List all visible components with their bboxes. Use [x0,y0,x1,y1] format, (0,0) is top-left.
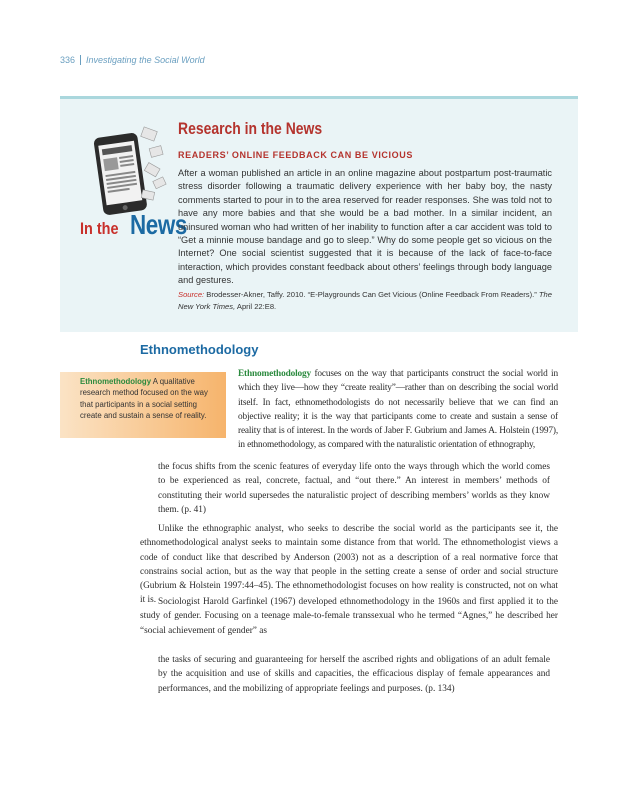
in-the-news-box [60,96,578,332]
logo-news: News [130,209,188,240]
news-body: After a woman published an article in an online magazine about postpartum post-traumatic stress disorder following a traumatic delivery experience with her baby boy, the nasty comments started to pour in to the area reserved for reader responses. She was told not to have any more babies and that she would be a bad mother. In a similar incident, an uninsured woman who had written of her inability to function after a car accident was told to “Get a minnie mouse bandage and go to sleep.” Why do some people get so vicious on the Internet? One social scientist suggested that it is because of the lack of face-to-face interaction, which provides constant feedback about others’ feelings through body language and gestures. [178,168,552,286]
paragraph-3: Sociologist Harold Garfinkel (1967) developed ethnomethodology in the 1960s and first applied it to the study of gender. Focusing on a teenage male-to-female transsexual who he termed “Agnes,” he described her “social achievement of gender” as [140,597,558,636]
source-text: Brodesser-Akner, Taffy. 2010. “E-Playgrounds Can Get Vicious (Online Feedback From Readers).” [206,290,537,299]
news-source [178,289,552,313]
glossary-definition: A qualitative research method focused on the way that participants in a social setting create and sustain a sense of reality. [80,377,208,421]
paragraph-2: Unlike the ethnographic analyst, who seeks to describe the social world as the participants see it, the ethnomethodological analyst seeks to maintain some distance from that world. The ethnomethologist views a code of conduct like that described by Anderson (2003) not as a description of a real normative force that constrains social action, but as the way that people in the setting create a sense of order and social structure (Gubrium & Holstein 1997:44–45). The ethnomethodologist focuses on how reality is constructed, not on what it is. [140,524,558,606]
block-quote-1: the focus shifts from the scenic features of everyday life onto the ways through which the world comes to be experienced as real, concrete, factual, and “out there.” An interest in members’ methods of constituting their world supersedes the naturalistic project of describing members’ worlds as they know them. (p. 41) [158,462,550,515]
logo-in-the: In the [80,219,119,238]
source-date: April 22:E8. [236,302,277,311]
source-label: Source: [178,290,205,299]
keyword-ethnomethodology: Ethnomethodology [238,369,312,379]
page-number: 336 [60,55,81,65]
block-quote-2: the tasks of securing and guaranteeing for herself the ascribed rights and obligations of an adult female by the acquisition and use of skills and capacities, the efficacious display of female appearances and performances, and the mobilizing of appropriate feelings and purposes. (p. 134) [158,655,550,694]
glossary-box [60,372,226,438]
news-subtitle: READERS’ ONLINE FEEDBACK CAN BE VICIOUS [178,150,413,160]
news-title: Research in the News [178,119,323,138]
source-journal: The New York Times, [178,290,552,311]
running-title: Investigating the Social World [86,55,205,65]
section-heading: Ethnomethodology [140,342,259,357]
paragraph-1-text: focuses on the way that participants construct the social world in which they live—how they “create reality”—rather than on describing the social world itself. In fact, ethnomethodologists do not necessarily believe that we can find an objective reality; it is the way that participants come to create and sustain a sense of reality that is of interest. In the words of Jaber F. Gubrium and James A. Holstein (1997), in ethnomethodology, as compared with the naturalistic orientation of ethnography, [238,369,558,451]
glossary-term: Ethnomethodology [80,377,152,386]
running-header [60,52,205,68]
paragraph-1 [238,367,558,453]
newspaper-phone-icon [80,121,172,269]
